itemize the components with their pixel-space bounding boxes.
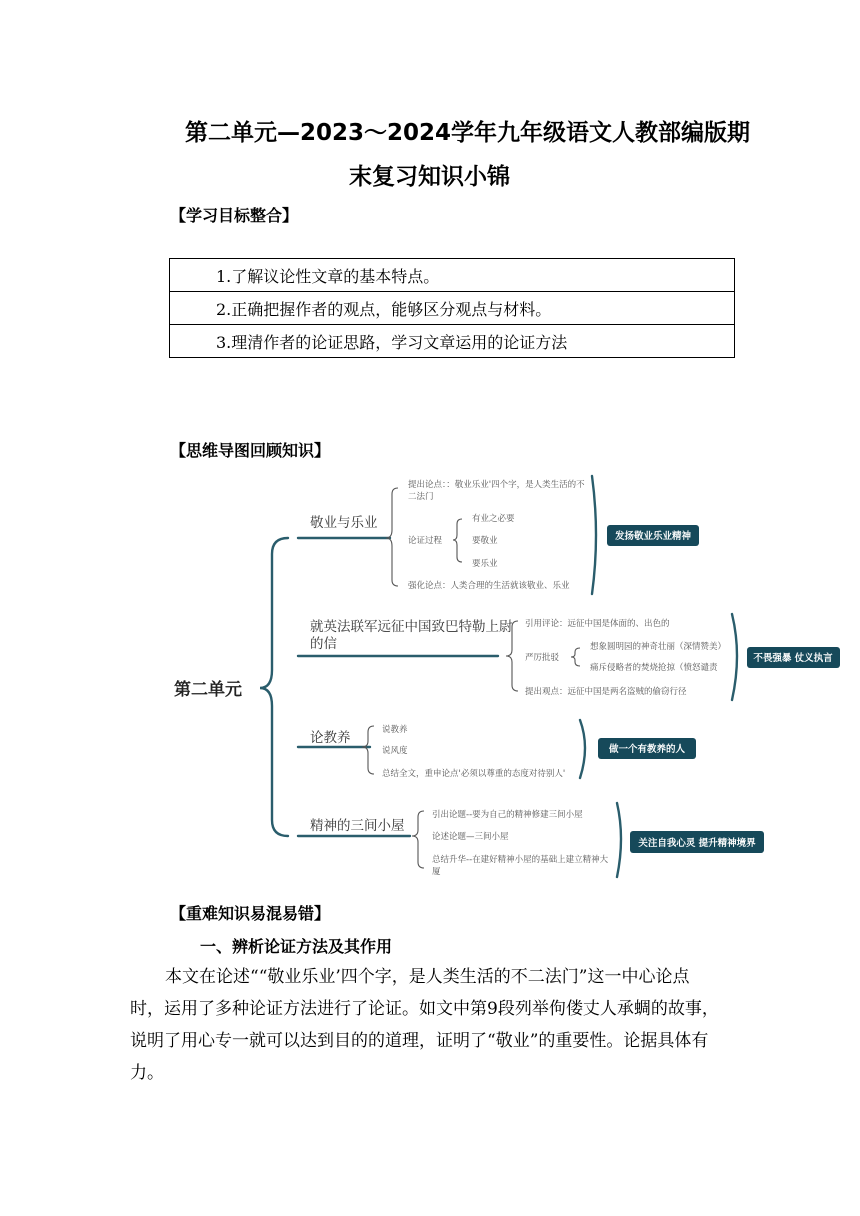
branch-2-item: 严厉批驳 [525,653,560,663]
branch-1-right-bracket [592,476,596,594]
branch-3-item: 总结全文，重申论点'必须以尊重的态度对待别人' [382,769,566,779]
branch-1-title: 敬业与乐业 [310,515,378,531]
branch-1-item: 论证过程 [408,536,443,546]
branch-4-summary: 关注自我心灵 提升精神境界 [638,838,756,849]
mindmap-heading: 【思维导图回顾知识】 [170,441,331,460]
paragraph-line: 时，运用了多种论证方法进行了论证。如文中第9段列举佝偻丈人承蜩的故事， [130,999,719,1019]
document-title-line-2: 末复习知识小锦 [349,164,510,190]
branch-2-item: 提出观点：远征中国是两名盗贼的偷窃行径 [525,687,687,697]
branch-2-item: 引用评论：远征中国是体面的、出色的 [525,619,670,629]
branch-1-subitem: 要乐业 [472,559,498,569]
branch-4-item: 厦 [432,867,441,877]
branch-3-bracket [362,726,374,774]
branch-2-sub-bracket [571,648,580,666]
branch-1-summary: 发扬敬业乐业精神 [614,531,692,542]
difficulty-heading: 【重难知识易混易错】 [170,904,331,923]
branch-4-item: 论述论题—三间小屋 [432,832,509,842]
paragraph-line: 力。 [130,1063,164,1083]
table-row [170,325,735,358]
paragraph-line: 本文在论述““敬业乐业’四个字，是人类生活的不二法门”这一中心论点 [165,967,690,987]
table-row [170,292,735,325]
subsection-heading: 一、辨析论证方法及其作用 [200,937,393,956]
branch-1-sub-bracket [453,519,462,562]
table-row [170,259,735,292]
branch-3-item: 说风度 [382,746,408,756]
branch-1-item: 二法门 [408,492,434,502]
branch-3-item: 说教养 [382,725,408,735]
branch-2-title-line-2: 的信 [310,636,337,652]
goal-cell: 3.理清作者的论证思路，学习文章运用的论证方法 [170,325,735,358]
branch-1-subitem: 要敬业 [472,536,498,546]
branch-3-summary: 做一个有教养的人 [608,744,686,755]
branch-2-subitem: 想象圆明园的神奇壮丽（深情赞美） [590,642,727,652]
branch-3-right-bracket [580,720,585,778]
branch-1-item: 提出论点：：敬业乐业'四个字，是人类生活的不 [408,480,585,490]
branch-2-right-bracket [732,614,737,700]
goals-heading: 【学习目标整合】 [170,206,299,225]
branch-4-item: 总结升华--在建好精神小屋的基础上建立精神大 [432,855,609,865]
mindmap-root-label: 第二单元 [174,680,242,700]
goal-cell: 2.正确把握作者的观点，能够区分观点与材料。 [170,292,735,325]
goal-cell: 1.了解议论性文章的基本特点。 [170,259,735,292]
branch-2-subitem: 痛斥侵略者的焚烧抢掠（愤怒谴责 [590,663,718,673]
branch-2-summary: 不畏强暴 仗义执言 [753,653,833,664]
branch-4-title: 精神的三间小屋 [310,818,405,834]
main-bracket [260,538,288,836]
branch-1-item: 强化论点：人类合理的生活就该敬业、乐业 [408,581,570,591]
branch-4-bracket [412,811,424,868]
paragraph-line: 说明了用心专一就可以达到目的的道理，证明了“敬业”的重要性。论据具体有 [130,1031,709,1051]
branch-1-subitem: 有业之必要 [472,514,515,524]
branch-2-title-line-1: 就英法联军远征中国致巴特勒上尉 [310,619,513,635]
branch-3-title: 论教养 [310,730,351,746]
branch-4-right-bracket [617,803,621,877]
document-title-line-1: 第二单元—2023～2024学年九年级语文人教部编版期 [185,120,751,146]
mind-map-diagram [160,470,850,882]
branch-4-item: 引出论题--要为自己的精神修建三间小屋 [432,810,583,820]
goals-table [169,258,735,358]
